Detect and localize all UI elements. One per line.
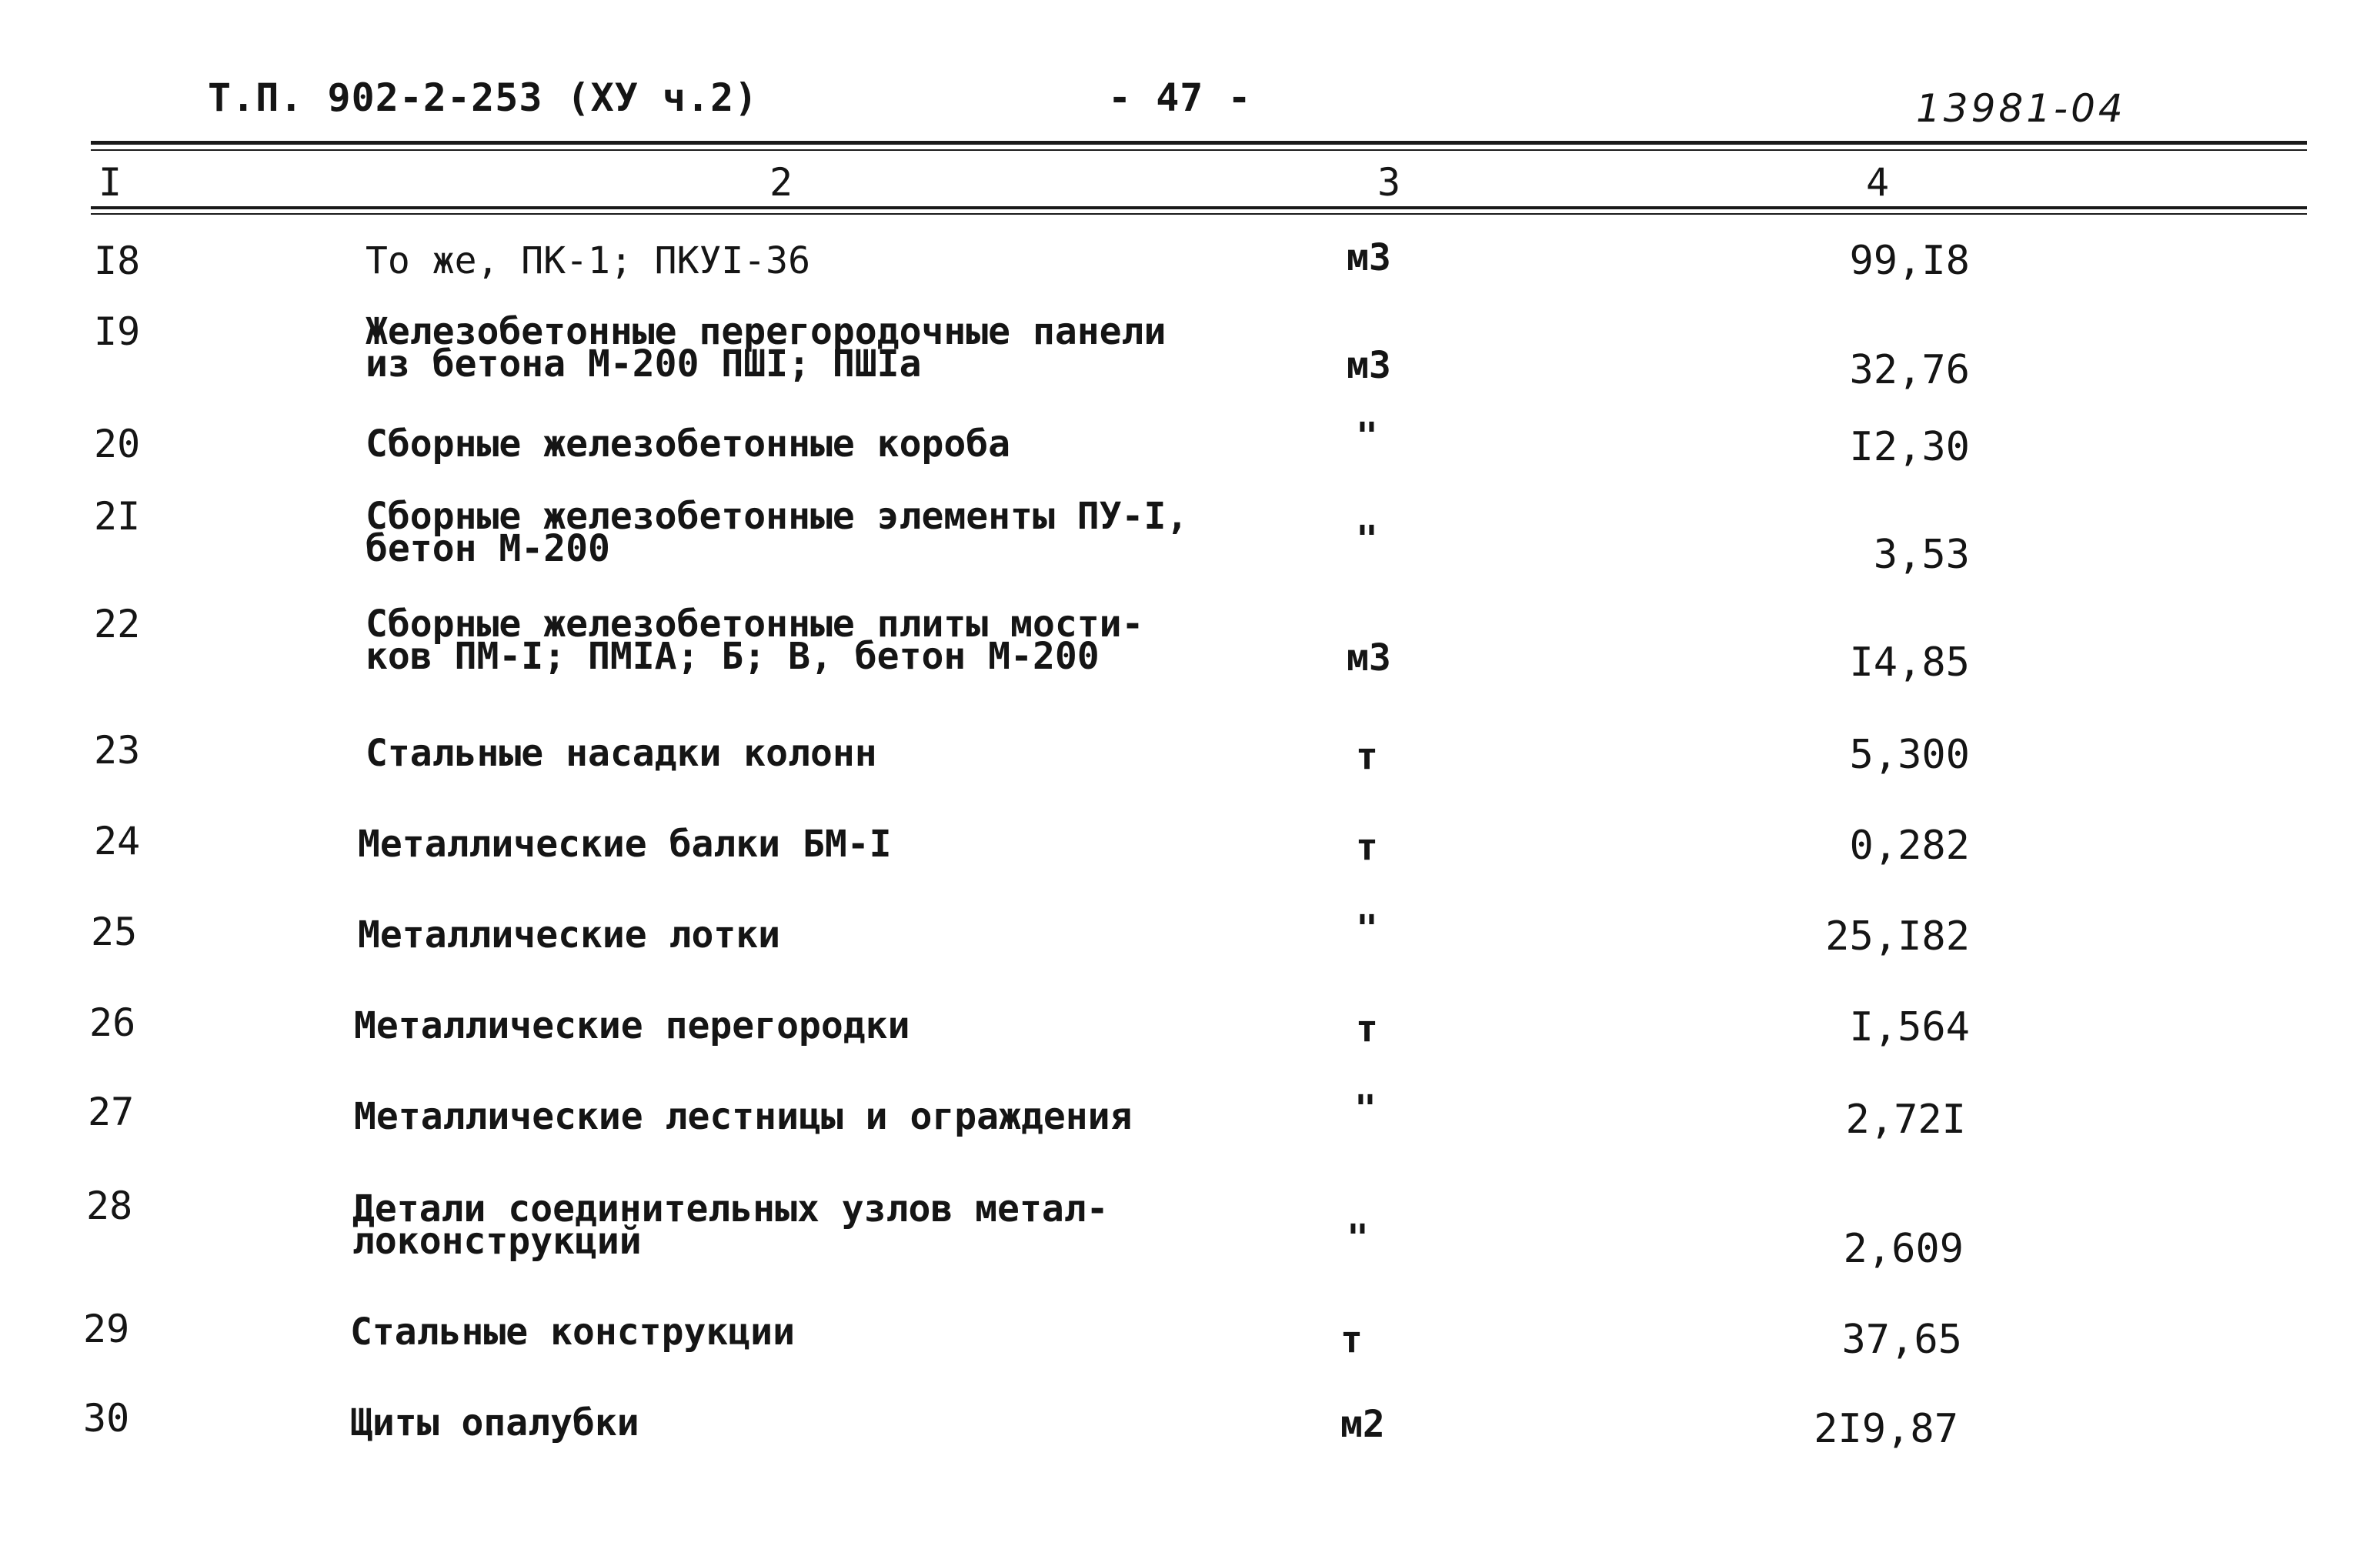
row-number: I9 <box>94 309 141 354</box>
row-number: 2I <box>94 494 141 539</box>
row-number: 30 <box>83 1396 130 1441</box>
row-description: Металлические балки БМ-I <box>358 823 892 866</box>
row-number: 28 <box>86 1184 133 1228</box>
row-number: 26 <box>89 1000 136 1045</box>
row-number: 25 <box>91 910 138 954</box>
row-quantity: I4,85 <box>1849 639 1970 686</box>
header-rule <box>91 141 2307 145</box>
row-description: Стальные конструкции <box>350 1311 795 1354</box>
row-description: Металлические перегородки <box>354 1004 910 1047</box>
row-unit: м3 <box>1347 344 1391 387</box>
row-quantity: I2,30 <box>1849 424 1970 470</box>
row-unit: " <box>1354 1087 1377 1130</box>
row-number: 23 <box>94 728 141 773</box>
row-description: Детали соединительных узлов метал- локонструкций <box>352 1187 1109 1263</box>
row-unit: т <box>1356 1007 1378 1050</box>
row-unit: " <box>1347 1217 1369 1260</box>
row-description: Сборные железобетонные плиты мости- ков ПМ-I; ПМIА; Б; В, бетон М-200 <box>366 603 1144 678</box>
row-unit: м2 <box>1340 1403 1385 1446</box>
row-quantity: 3,53 <box>1873 532 1970 578</box>
row-quantity: 99,I8 <box>1849 238 1970 284</box>
page-number: - 47 - <box>1108 75 1252 120</box>
column-header-rule <box>91 206 2307 209</box>
row-unit: м3 <box>1347 236 1391 279</box>
header-rule-thin <box>91 149 2307 151</box>
row-description: Сборные железобетонные элементы ПУ-I, бетон М-200 <box>366 495 1189 570</box>
row-unit: " <box>1356 907 1378 950</box>
row-description: Металлические лестницы и ограждения <box>354 1095 1133 1138</box>
column-header-1: I <box>98 160 122 205</box>
row-unit: т <box>1356 826 1378 869</box>
row-number: 29 <box>83 1307 130 1351</box>
row-description: Щиты опалубки <box>350 1401 639 1444</box>
row-description: Сборные железобетонные короба <box>366 422 1011 466</box>
row-number: 27 <box>88 1090 135 1134</box>
document-reference: Т.П. 902-2-253 (ХУ ч.2) <box>208 75 759 120</box>
column-header-4: 4 <box>1866 160 1890 205</box>
row-description: Стальные насадки колонн <box>366 732 877 775</box>
row-unit: т <box>1340 1318 1363 1361</box>
row-unit: м3 <box>1347 636 1391 680</box>
column-header-3: 3 <box>1377 160 1401 205</box>
row-quantity: I,564 <box>1849 1004 1970 1050</box>
row-quantity: 37,65 <box>1841 1317 1962 1363</box>
column-header-rule-thin <box>91 213 2307 215</box>
row-number: 24 <box>94 819 141 863</box>
row-description: Металлические лотки <box>358 913 781 957</box>
row-number: 22 <box>94 602 141 646</box>
row-description: Железобетонные перегородочные панели из бетона М-200 ПШI; ПШIа <box>366 310 1167 386</box>
row-description: То же, ПК-1; ПКУI-36 <box>366 239 810 282</box>
row-unit: т <box>1356 735 1378 778</box>
row-unit: " <box>1356 415 1378 458</box>
row-number: 20 <box>94 422 141 466</box>
row-quantity: 25,I82 <box>1825 913 1970 960</box>
row-quantity: 32,76 <box>1849 347 1970 393</box>
row-quantity: 5,300 <box>1849 732 1970 778</box>
row-quantity: 2,72I <box>1845 1097 1966 1143</box>
row-unit: " <box>1356 518 1378 561</box>
document-code: 13981-04 <box>1916 86 2126 131</box>
row-quantity: 2I9,87 <box>1814 1406 1958 1452</box>
row-quantity: 0,282 <box>1849 823 1970 869</box>
row-number: I8 <box>94 239 141 283</box>
row-quantity: 2,609 <box>1843 1226 1964 1272</box>
column-header-2: 2 <box>769 160 793 205</box>
